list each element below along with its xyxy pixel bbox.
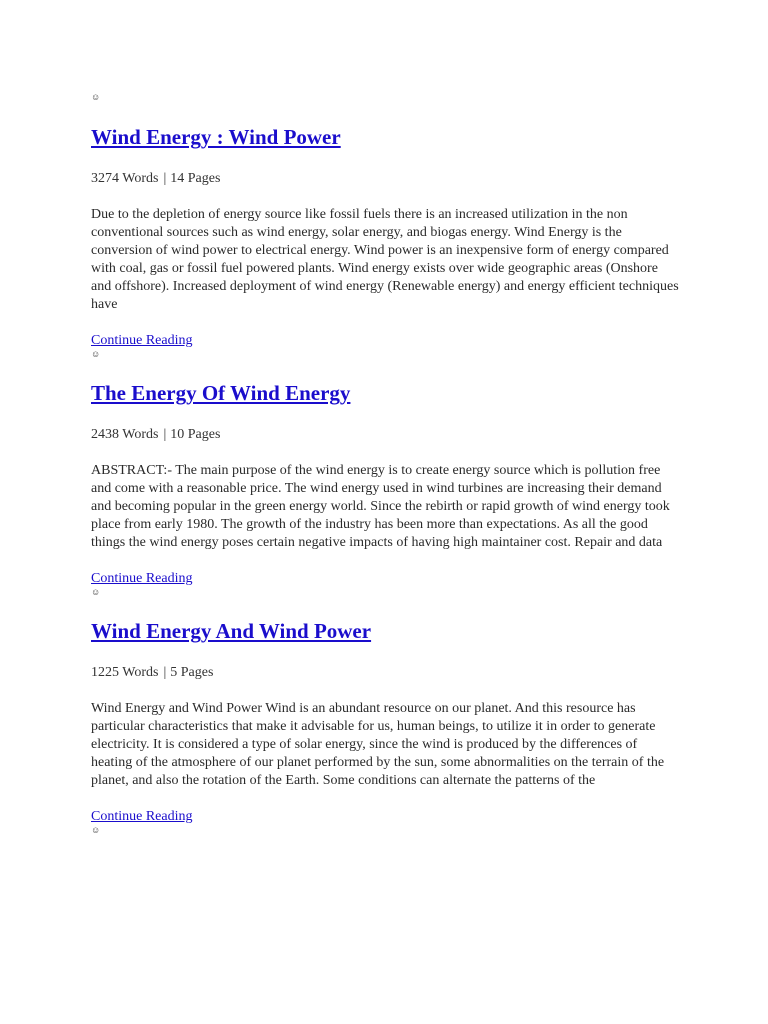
essay-excerpt: Wind Energy and Wind Power Wind is an abundant resource on our planet. And this resource has particular characteristics that make it advisable for us, human beings, to utilize it in order to generate electricity. It is considered a type of solar energy, since the wind is produced by the differences of heating of the atmosphere of our planet performed by the sun, some abnormalities on the terrain of the planet, and also the rotation of the Earth. Some conditions can alternate the patterns of the xyxy=(91,701,665,788)
marker-icon: ☺ xyxy=(91,349,101,359)
marker-icon: ☺ xyxy=(91,825,101,835)
continue-reading-link[interactable]: Continue Reading xyxy=(91,571,193,586)
essay-list xyxy=(91,92,691,834)
meta-separator: | xyxy=(163,427,167,442)
continue-reading-link[interactable]: Continue Reading xyxy=(91,809,193,824)
top-marker-icon: ☺ xyxy=(91,92,101,102)
marker-icon: ☺ xyxy=(91,587,101,597)
essay-meta xyxy=(91,664,691,682)
essay-excerpt: ABSTRACT:- The main purpose of the wind energy is to create energy source which is pollution free and come with a reasonable price. The wind energy used in wind turbines are increasing their demand and becoming popular in the green energy world. Since the rebirth or rapid growth of wind energy took place from early 1980. The growth of the industry has been more than expectations. As all the good things the wind energy poses certain negative impacts of having high maintainer cost. Repair and data xyxy=(91,463,670,550)
essay-title-link[interactable]: Wind Energy And Wind Power xyxy=(91,619,372,643)
essay-entry xyxy=(91,124,691,358)
essay-meta xyxy=(91,426,691,444)
essay-meta xyxy=(91,170,691,188)
page-count: 5 Pages xyxy=(170,665,214,680)
essay-excerpt: Due to the depletion of energy source like fossil fuels there is an increased utilization in the non conventional sources such as wind energy, solar energy, and biogas energy. Wind Energy is the conversion of wind power to electrical energy. Wind power is an inexpensive form of energy compared with coal, gas or fossil fuel powered plants. Wind energy exists over wide geographic areas (Onshore and offshore). Increased deployment of wind energy (Renewable energy) and energy efficient techniques have xyxy=(91,207,679,312)
essay-entry xyxy=(91,618,691,834)
essay-entry xyxy=(91,380,691,596)
word-count: 3274 Words xyxy=(91,171,159,186)
meta-separator: | xyxy=(163,665,167,680)
meta-separator: | xyxy=(163,171,167,186)
continue-reading-link[interactable]: Continue Reading xyxy=(91,333,193,348)
essay-title-link[interactable]: The Energy Of Wind Energy xyxy=(91,381,351,405)
page-count: 14 Pages xyxy=(170,171,221,186)
essay-title-link[interactable]: Wind Energy : Wind Power xyxy=(91,125,341,149)
page-count: 10 Pages xyxy=(170,427,221,442)
word-count: 1225 Words xyxy=(91,665,159,680)
word-count: 2438 Words xyxy=(91,427,159,442)
